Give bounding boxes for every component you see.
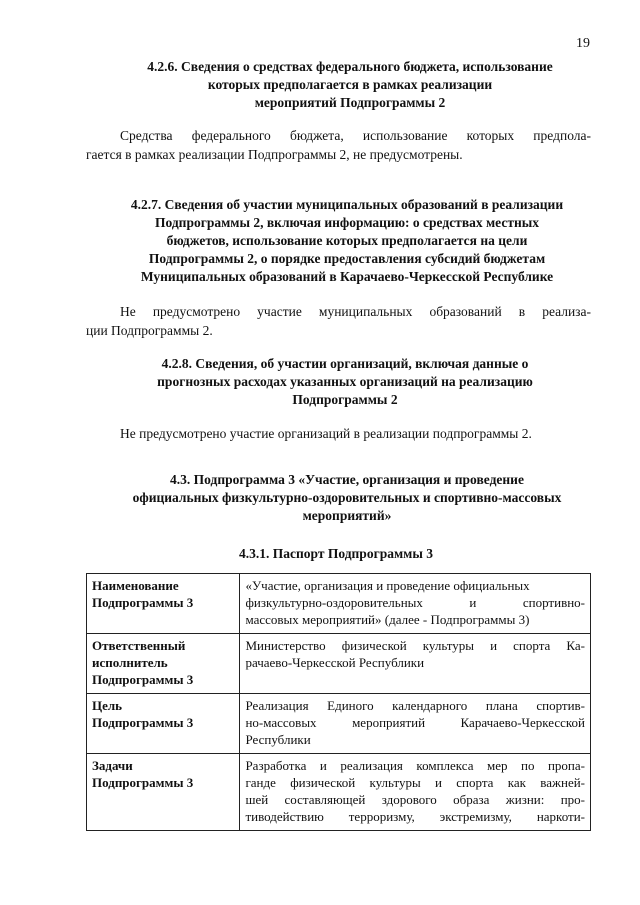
- row-label-line: Подпрограммы 3: [92, 775, 194, 790]
- heading-line: Муниципальных образований в Карачаево-Черкесской Республике: [140, 269, 554, 284]
- heading-line: 4.2.7. Сведения об участии муниципальных образований в реализации: [130, 197, 564, 212]
- heading-line: 4.3.1. Паспорт Подпрограммы 3: [238, 546, 434, 561]
- heading-line: мероприятий Подпрограммы 2: [254, 95, 446, 110]
- row-value-line: но-массовых мероприятий Карачаево-Черкесской: [245, 715, 585, 730]
- row-label-cell: [87, 574, 240, 634]
- row-label-line: Задачи: [92, 758, 133, 773]
- heading-4-2-7: [86, 196, 608, 286]
- row-label-line: Подпрограммы 3: [92, 672, 194, 687]
- heading-4-2-6: [90, 58, 610, 112]
- row-value-cell: [240, 634, 591, 694]
- row-value-line: тиводействию терроризму, экстремизму, наркоти-: [245, 809, 585, 824]
- row-label-line: исполнитель: [92, 655, 168, 670]
- row-label-cell: [87, 634, 240, 694]
- heading-line: 4.3. Подпрограмма 3 «Участие, организация и проведение: [170, 472, 524, 487]
- row-value-line: «Участие, организация и проведение официальных: [245, 578, 530, 593]
- paragraph-line: гается в рамках реализации Подпрограммы 2, не предусмотрены.: [86, 147, 463, 162]
- row-value-line: Республики: [245, 732, 311, 747]
- row-value-line: ганде физической культуры и спорта как важней-: [245, 775, 585, 790]
- heading-line: официальных физкультурно-оздоровительных и спортивно-массовых: [132, 490, 562, 505]
- heading-line: Подпрограммы 2, о порядке предоставления субсидий бюджетам: [148, 251, 546, 266]
- row-value-cell: [240, 694, 591, 754]
- paragraph-4-2-6: [86, 126, 591, 164]
- paragraph-line: Не предусмотрено участие муниципальных образований в реализа-: [120, 304, 591, 319]
- heading-line: бюджетов, использование которых предполагается на цели: [166, 233, 528, 248]
- table-row: [87, 694, 591, 754]
- heading-line: 4.2.6. Сведения о средствах федерального бюджета, использование: [147, 59, 553, 74]
- paragraph-line: Средства федерального бюджета, использование которых предпола-: [120, 128, 591, 143]
- row-value-cell: [240, 574, 591, 634]
- page-number: 19: [576, 36, 590, 51]
- heading-4-3-1: [186, 545, 486, 563]
- table-row: [87, 754, 591, 831]
- heading-4-3: [86, 471, 608, 525]
- row-label-cell: [87, 694, 240, 754]
- paragraph-line: Не предусмотрено участие организаций в реализации подпрограммы 2.: [120, 426, 532, 441]
- table-row: [87, 574, 591, 634]
- passport-table: [86, 573, 591, 831]
- row-label-line: Подпрограммы 3: [92, 715, 194, 730]
- row-value-line: массовых мероприятий» (далее - Подпрограммы 3): [245, 612, 530, 627]
- row-label-line: Ответственный: [92, 638, 186, 653]
- heading-4-2-8: [90, 355, 600, 409]
- heading-line: мероприятий»: [302, 508, 392, 523]
- row-value-line: шей составляющей здорового образа жизни: про-: [245, 792, 585, 807]
- row-label-line: Цель: [92, 698, 123, 713]
- row-value-cell: [240, 754, 591, 831]
- heading-line: которых предполагается в рамках реализации: [207, 77, 493, 92]
- paragraph-4-2-7: [86, 302, 591, 340]
- row-value-line: физкультурно-оздоровительных и спортивно-: [245, 595, 585, 610]
- row-label-line: Наименование: [92, 578, 179, 593]
- heading-line: 4.2.8. Сведения, об участии организаций, включая данные о: [161, 356, 529, 371]
- row-value-line: рачаево-Черкесской Республики: [245, 655, 425, 670]
- row-value-line: Министерство физической культуры и спорта Ка-: [245, 638, 585, 653]
- heading-line: Подпрограммы 2, включая информацию: о средствах местных: [154, 215, 540, 230]
- row-label-cell: [87, 754, 240, 831]
- row-label-line: Подпрограммы 3: [92, 595, 194, 610]
- heading-line: Подпрограммы 2: [292, 392, 398, 407]
- heading-line: прогнозных расходах указанных организаций на реализацию: [157, 374, 533, 389]
- paragraph-line: ции Подпрограммы 2.: [86, 323, 213, 338]
- row-value-line: Разработка и реализация комплекса мер по пропа-: [245, 758, 585, 773]
- row-value-line: Реализация Единого календарного плана спортив-: [245, 698, 585, 713]
- paragraph-4-2-8: [86, 424, 591, 443]
- table-row: [87, 634, 591, 694]
